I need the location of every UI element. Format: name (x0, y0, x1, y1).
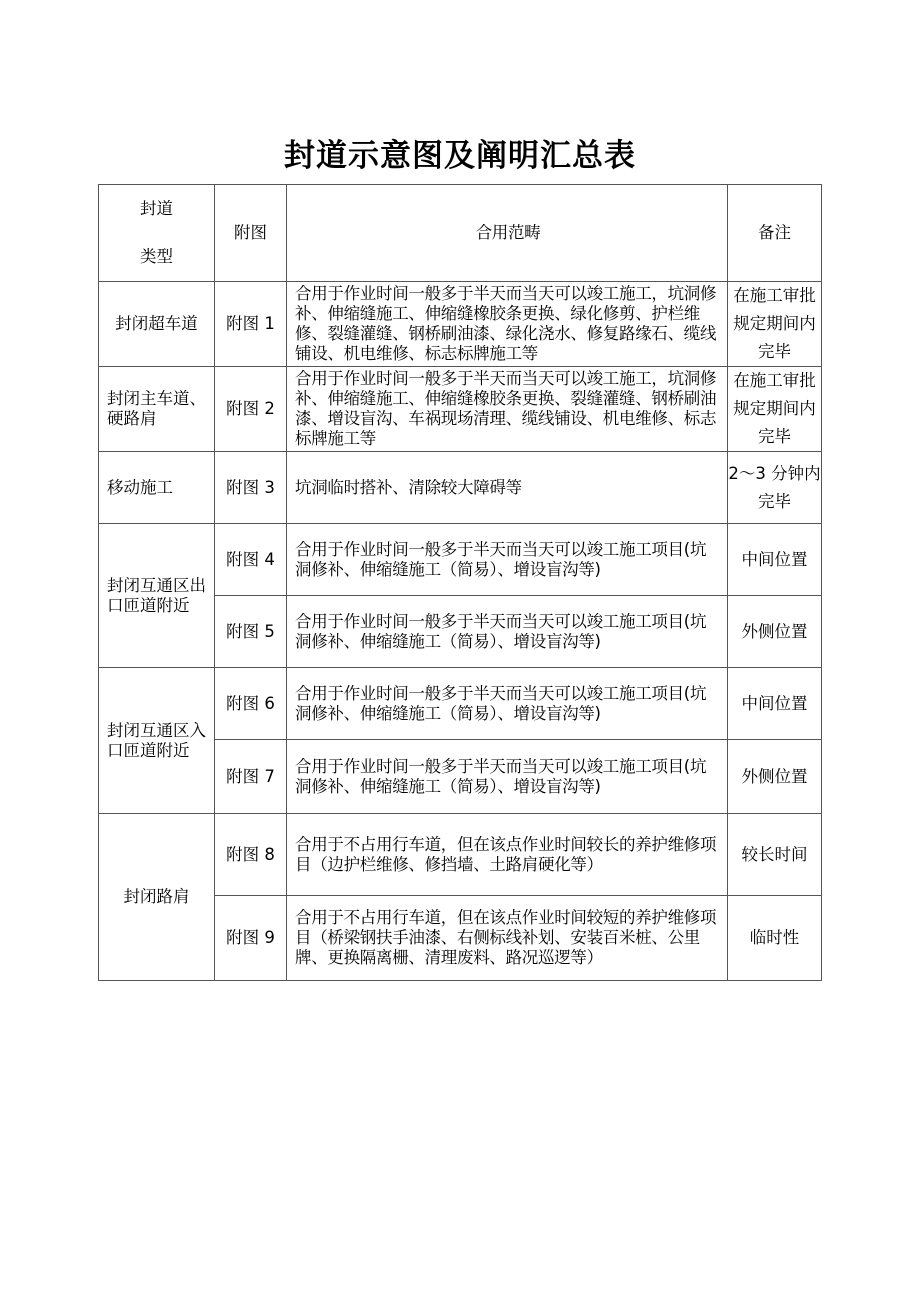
closure-type: 封闭互通区入口匝道附近 (99, 668, 215, 814)
header-figure: 附图 (215, 185, 287, 282)
remark: 中间位置 (728, 668, 822, 740)
applicable-scope: 合用于作业时间一般多于半天而当天可以竣工施工项目(坑洞修补、伸缩缝施工（简易）、增设盲沟等) (287, 668, 728, 740)
header-scope: 合用范畴 (287, 185, 728, 282)
remark: 中间位置 (728, 524, 822, 596)
figure-ref: 附图 2 (215, 367, 287, 452)
remark: 在施工审批规定期间内完毕 (728, 282, 822, 367)
applicable-scope: 坑洞临时搭补、清除较大障碍等 (287, 452, 728, 524)
table-row (99, 452, 822, 524)
figure-ref: 附图 3 (215, 452, 287, 524)
figure-ref: 附图 4 (215, 524, 287, 596)
applicable-scope: 合用于作业时间一般多于半天而当天可以竣工施工项目(坑洞修补、伸缩缝施工（简易）、增设盲沟等) (287, 524, 728, 596)
table-row (99, 367, 822, 452)
remark: 外侧位置 (728, 596, 822, 668)
closure-type: 移动施工 (99, 452, 215, 524)
applicable-scope: 合用于作业时间一般多于半天而当天可以竣工施工项目(坑洞修补、伸缩缝施工（简易）、增设盲沟等) (287, 596, 728, 668)
remark: 外侧位置 (728, 740, 822, 814)
closure-type: 封闭主车道、硬路肩 (99, 367, 215, 452)
figure-ref: 附图 7 (215, 740, 287, 814)
header-type (99, 185, 215, 282)
remark: 在施工审批规定期间内完毕 (728, 367, 822, 452)
header-remark: 备注 (728, 185, 822, 282)
closure-type: 封闭互通区出口匝道附近 (99, 524, 215, 668)
remark: 较长时间 (728, 814, 822, 896)
figure-ref: 附图 1 (215, 282, 287, 367)
table-row (99, 668, 822, 740)
remark: 临时性 (728, 896, 822, 981)
header-type-line1: 封道 (140, 199, 173, 218)
applicable-scope: 合用于作业时间一般多于半天而当天可以竣工施工项目(坑洞修补、伸缩缝施工（简易）、增设盲沟等) (287, 740, 728, 814)
table-row (99, 524, 822, 596)
applicable-scope: 合用于作业时间一般多于半天而当天可以竣工施工，坑洞修补、伸缩缝施工、伸缩缝橡胶条更换、绿化修剪、护栏维修、裂缝灌缝、钢桥刷油漆、绿化浇水、修复路缘石、缆线铺设、机电维修、标志标牌施工等 (287, 282, 728, 367)
figure-ref: 附图 5 (215, 596, 287, 668)
header-type-line2: 类型 (140, 247, 173, 266)
applicable-scope: 合用于不占用行车道，但在该点作业时间较短的养护维修项目（桥梁钢扶手油漆、右侧标线补划、安装百米桩、公里牌、更换隔离栅、清理废料、路况巡逻等） (287, 896, 728, 981)
table-header-row (99, 185, 822, 282)
figure-ref: 附图 8 (215, 814, 287, 896)
remark: 2～3 分钟内完毕 (728, 452, 822, 524)
table-row (99, 814, 822, 896)
closure-summary-table (98, 184, 822, 981)
page-title: 封道示意图及阐明汇总表 (284, 138, 636, 174)
figure-ref: 附图 9 (215, 896, 287, 981)
table-row (99, 282, 822, 367)
closure-type: 封闭路肩 (99, 814, 215, 981)
closure-type: 封闭超车道 (99, 282, 215, 367)
applicable-scope: 合用于不占用行车道，但在该点作业时间较长的养护维修项目（边护栏维修、修挡墙、土路肩硬化等） (287, 814, 728, 896)
figure-ref: 附图 6 (215, 668, 287, 740)
applicable-scope: 合用于作业时间一般多于半天而当天可以竣工施工，坑洞修补、伸缩缝施工、伸缩缝橡胶条更换、裂缝灌缝、钢桥刷油漆、增设盲沟、车祸现场清理、缆线铺设、机电维修、标志标牌施工等 (287, 367, 728, 452)
